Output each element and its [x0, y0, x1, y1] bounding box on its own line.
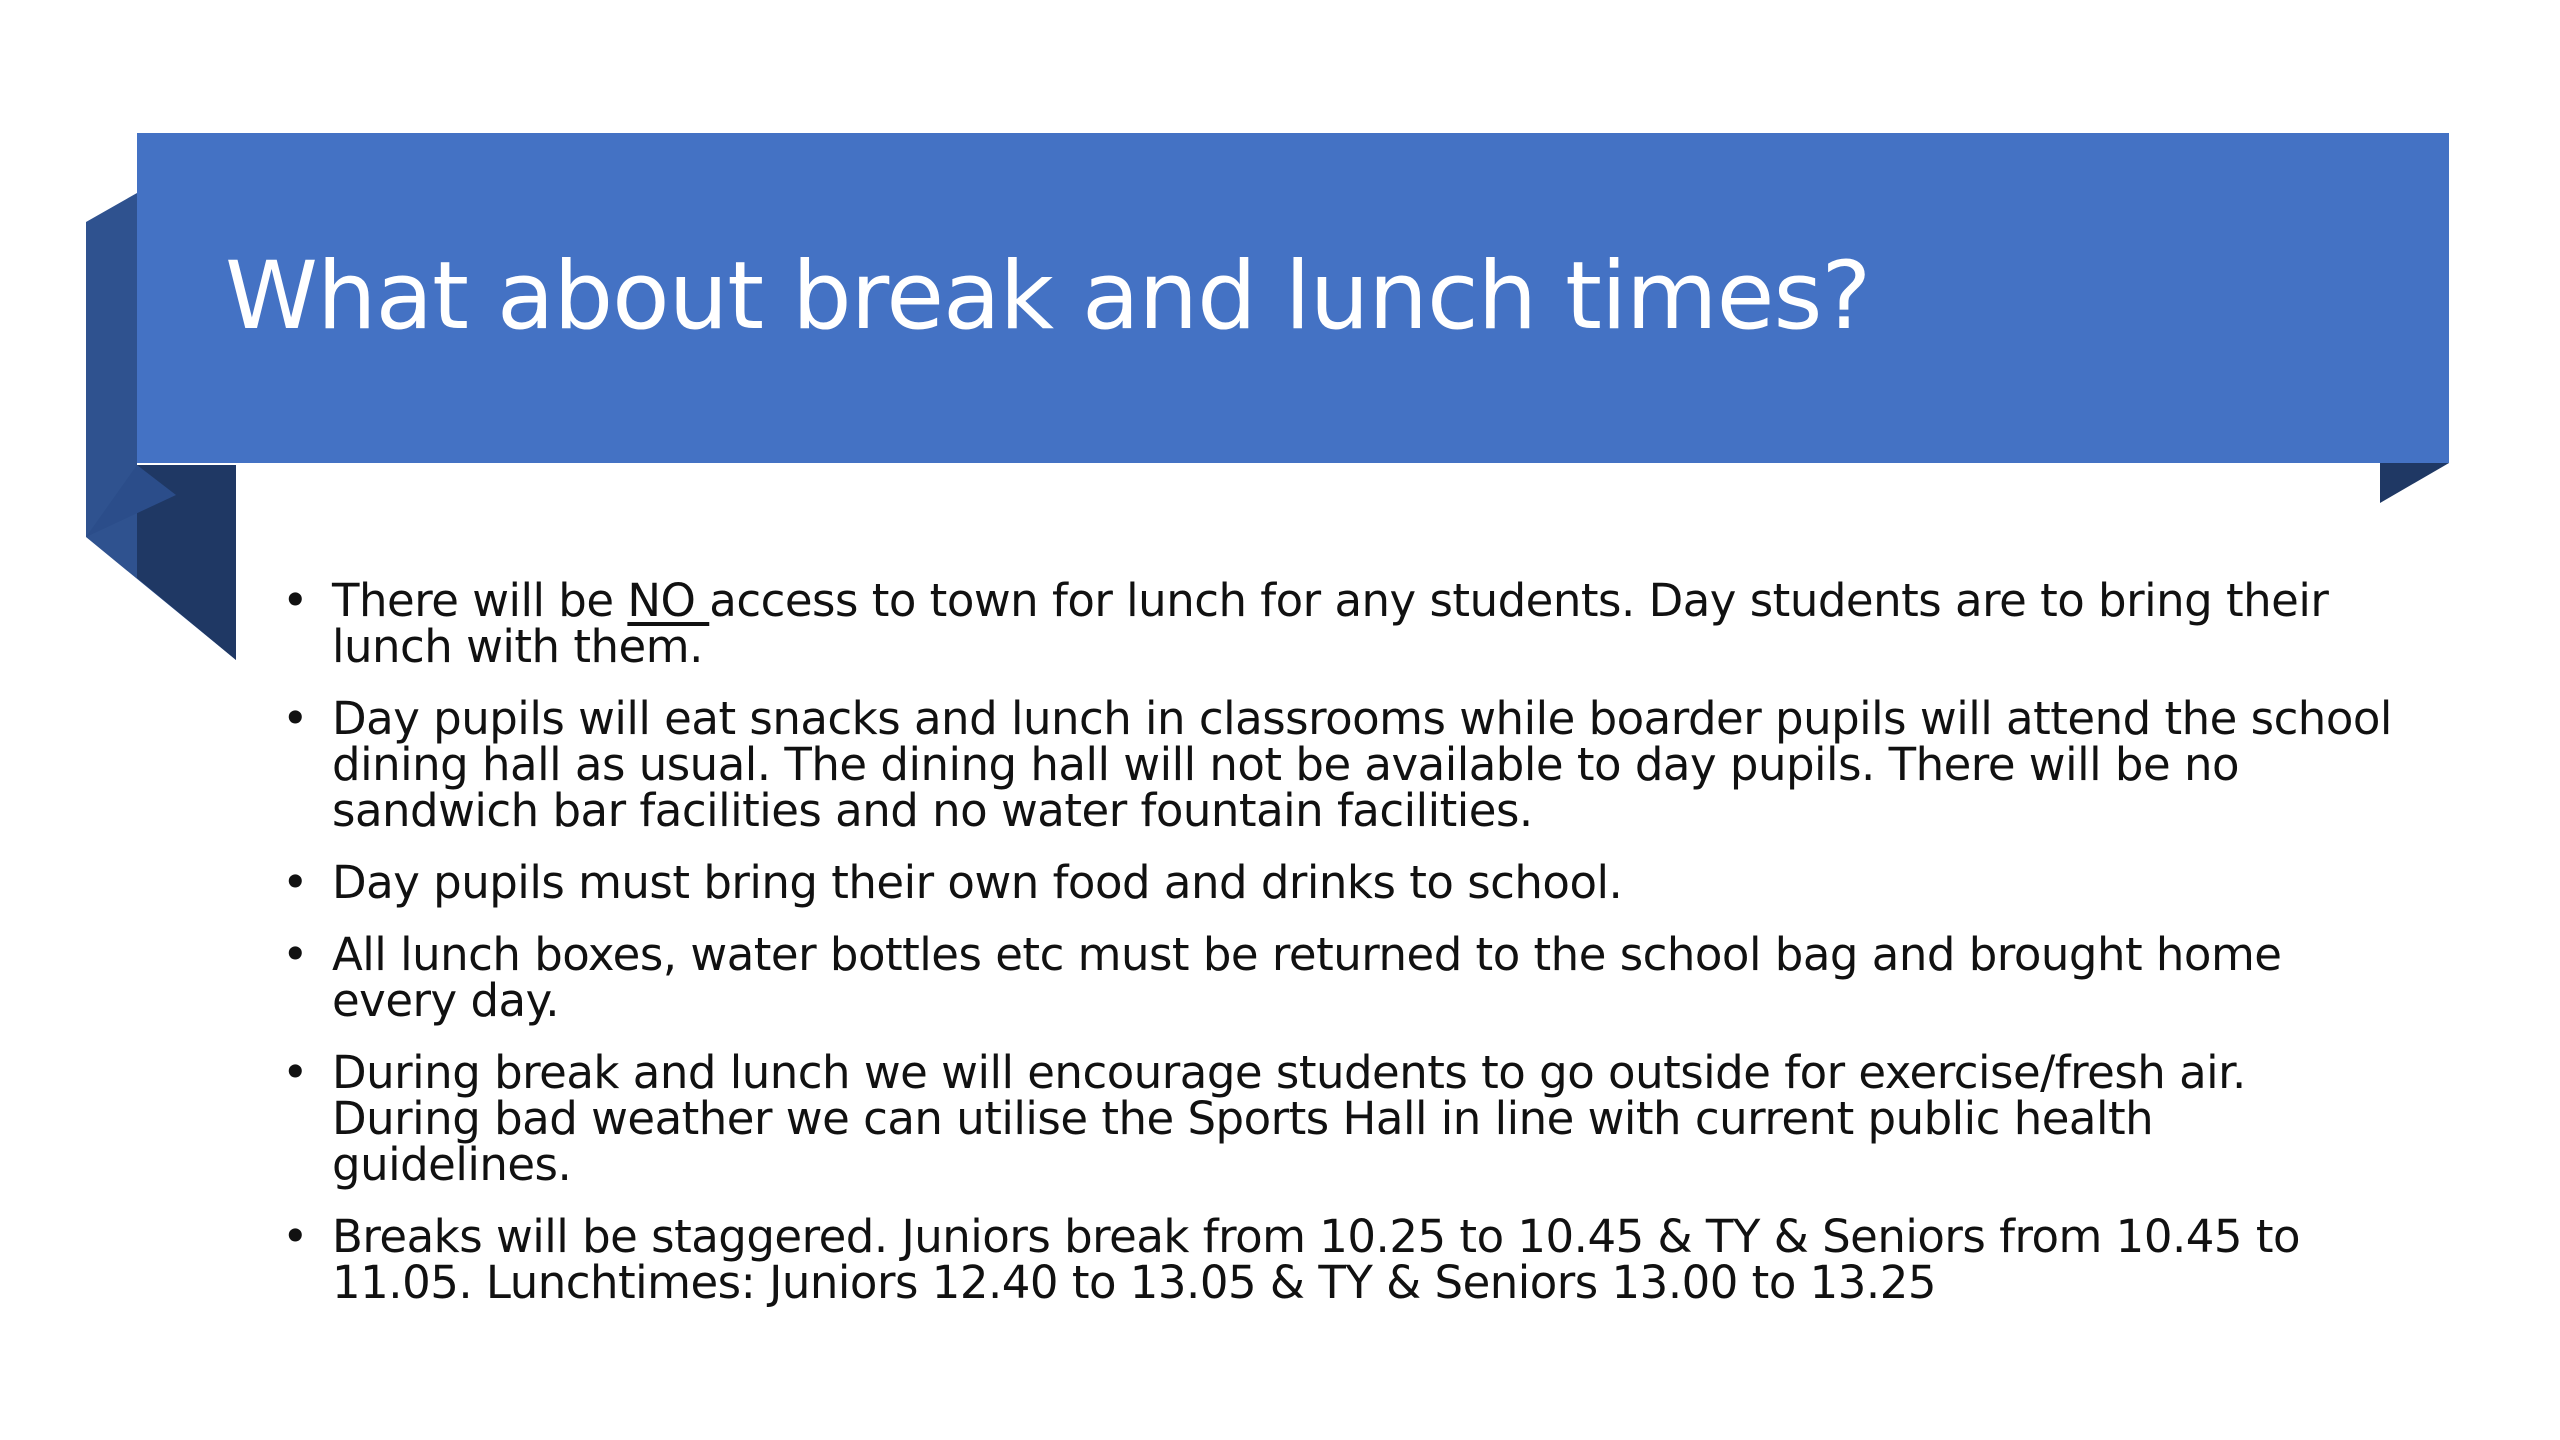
bullet-text: Day pupils will eat snacks and lunch in classrooms while boarder pupils will attend the school dining hall as usual. The dining hall will not be available to day pupils. There will be no sandwich bar facilities and no water fountain facilities. [332, 692, 2392, 837]
bullet-item [282, 692, 2392, 837]
bullet-text-before: There will be [332, 574, 628, 627]
bullet-list [282, 574, 2392, 1332]
bullet-item [282, 928, 2392, 1027]
bullet-icon: • [282, 692, 309, 745]
bullet-emphasis-no: NO [627, 574, 710, 627]
bullet-text: Breaks will be staggered. Juniors break from 10.25 to 10.45 & TY & Seniors from 10.45 to 11.05. Lunchtimes: Juniors 12.40 to 13.05 & TY & Seniors 13.00 to 13.25 [332, 1210, 2300, 1309]
bullet-item [282, 574, 2392, 673]
bullet-text: During break and lunch we will encourage students to go outside for exercise/fresh air. During bad weather we can utilise the Sports Hall in line with current public health guidelines. [332, 1046, 2246, 1191]
bullet-text: All lunch boxes, water bottles etc must be returned to the school bag and brought home every day. [332, 928, 2282, 1027]
bullet-item [282, 1046, 2392, 1191]
bullet-icon: • [282, 928, 309, 981]
bullet-text: Day pupils must bring their own food and drinks to school. [332, 856, 1623, 909]
bullet-icon: • [282, 1210, 309, 1263]
bullet-icon: • [282, 1046, 309, 1099]
bullet-item [282, 1210, 2392, 1309]
slide-title: What about break and lunch times? [225, 242, 1871, 351]
ribbon-right-fold [2380, 463, 2449, 503]
bullet-text-after: access to town for lunch for any students. Day students are to bring their lunch with them. [332, 574, 2329, 673]
bullet-icon: • [282, 574, 309, 627]
bullet-icon: • [282, 856, 309, 909]
bullet-text [332, 574, 2328, 673]
bullet-item [282, 856, 2392, 909]
